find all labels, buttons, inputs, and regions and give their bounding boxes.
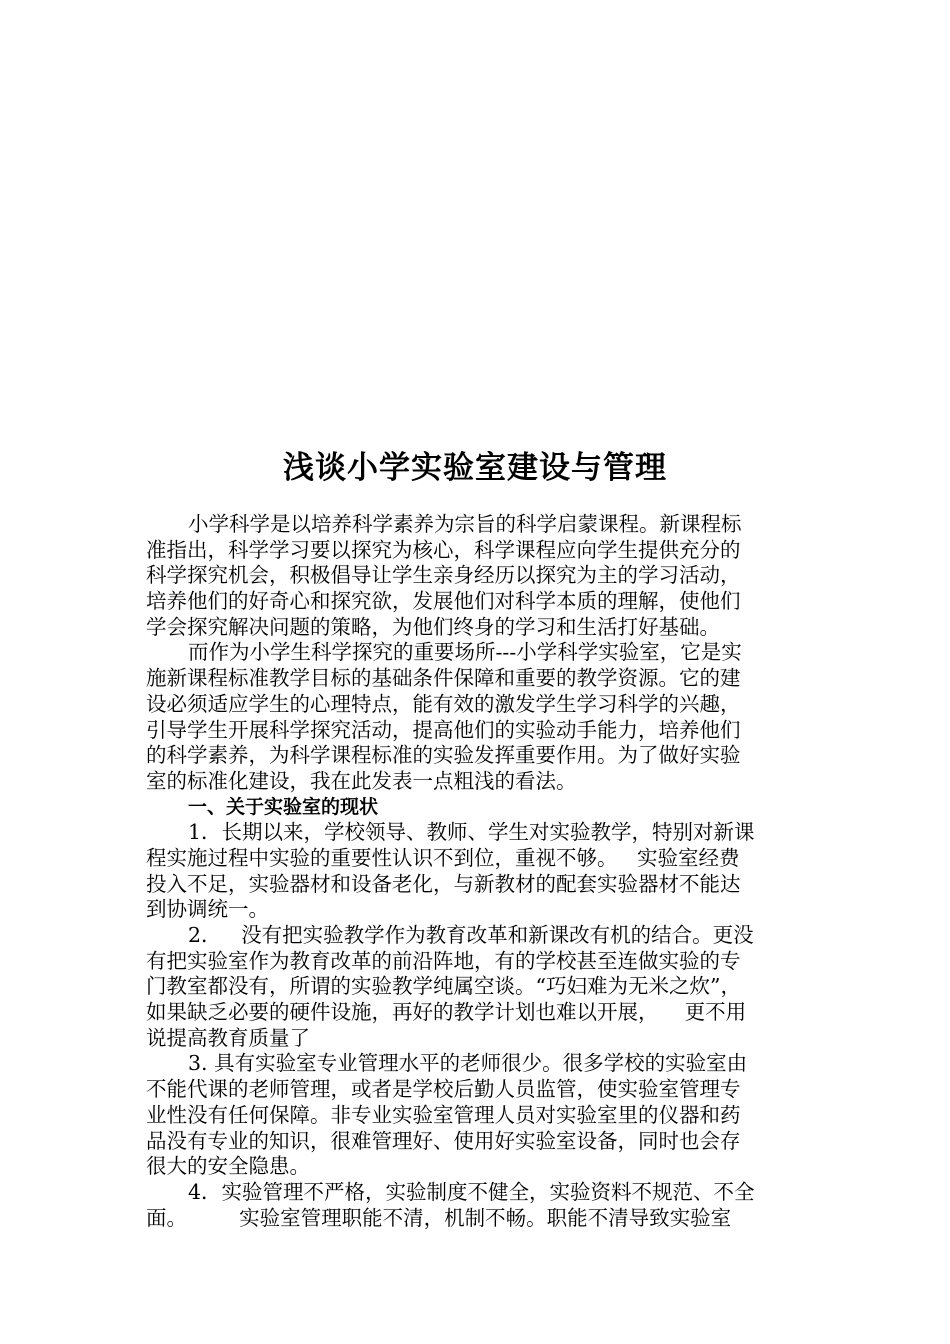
text-line: 学会探究解决问题的策略，为他们终身的学习和生活打好基础。 [146,614,720,639]
text-line: 4．实验管理不严格，实验制度不健全，实验资料不规范、不全 [188,1179,755,1204]
section-heading: 一、关于实验室的现状 [188,795,379,818]
text-line: 不能代课的老师管理，或者是学校后勤人员监管，使实验室管理专 [146,1077,741,1102]
text-line: 很大的安全隐患。 [146,1154,310,1179]
text-line: 品没有专业的知识，很难管理好、使用好实验室设备，同时也会存 [146,1128,741,1153]
text-line: 的科学素养，为科学课程标准的实验发挥重要作用。为了做好实验 [146,743,741,768]
text-line: 到协调统一。 [146,897,269,922]
text-line: 如果缺乏必要的硬件设施，再好的教学计划也难以开展， 更不用 [146,1000,747,1025]
text-line: 投入不足，实验器材和设备老化，与新教材的配套实验器材不能达 [146,871,741,896]
text-line: 设必须适应学生的心理特点，能有效的激发学生学习科学的兴趣， [146,691,741,716]
document-title: 浅谈小学实验室建设与管理 [283,450,667,486]
text-line: 培养他们的好奇心和探究欲，发展他们对科学本质的理解，使他们 [146,589,741,614]
text-line: 有把实验室作为教育改革的前沿阵地，有的学校甚至连做实验的专 [146,948,741,973]
text-line: 1．长期以来，学校领导、教师、学生对实验教学，特别对新课 [188,820,755,845]
text-line: 引导学生开展科学探究活动，提高他们的实验动手能力，培养他们 [146,717,741,742]
text-line: 准指出，科学学习要以探究为核心，科学课程应向学生提供充分的 [146,537,741,562]
text-line: 面。 实验室管理职能不清，机制不畅。职能不清导致实验室 [146,1205,732,1230]
text-line: 施新课程标准教学目标的基础条件保障和重要的教学资源。它的建 [146,666,741,691]
text-line: 3. 具有实验室专业管理水平的老师很少。很多学校的实验室由 [188,1051,748,1076]
text-line: 而作为小学生科学探究的重要场所---小学科学实验室，它是实 [188,640,742,665]
text-line: 小学科学是以培养科学素养为宗旨的科学启蒙课程。新课程标 [188,512,742,536]
text-line: 业性没有任何保障。非专业实验室管理人员对实验室里的仪器和药 [146,1102,741,1127]
text-line: 科学探究机会，积极倡导让学生亲身经历以探究为主的学习活动， [146,563,741,588]
text-line: 说提高教育质量了 [146,1025,310,1050]
document-body [146,512,810,1231]
text-line: 程实施过程中实验的重要性认识不到位，重视不够。 实验室经费 [146,845,740,870]
text-line: 2． 没有把实验教学作为教育改革和新课改有机的结合。更没 [188,923,754,947]
text-line: 门教室都没有，所谓的实验教学纯属空谈。“巧妇难为无米之炊”， [146,974,741,999]
text-line: 室的标准化建设，我在此发表一点粗浅的看法。 [146,768,577,793]
